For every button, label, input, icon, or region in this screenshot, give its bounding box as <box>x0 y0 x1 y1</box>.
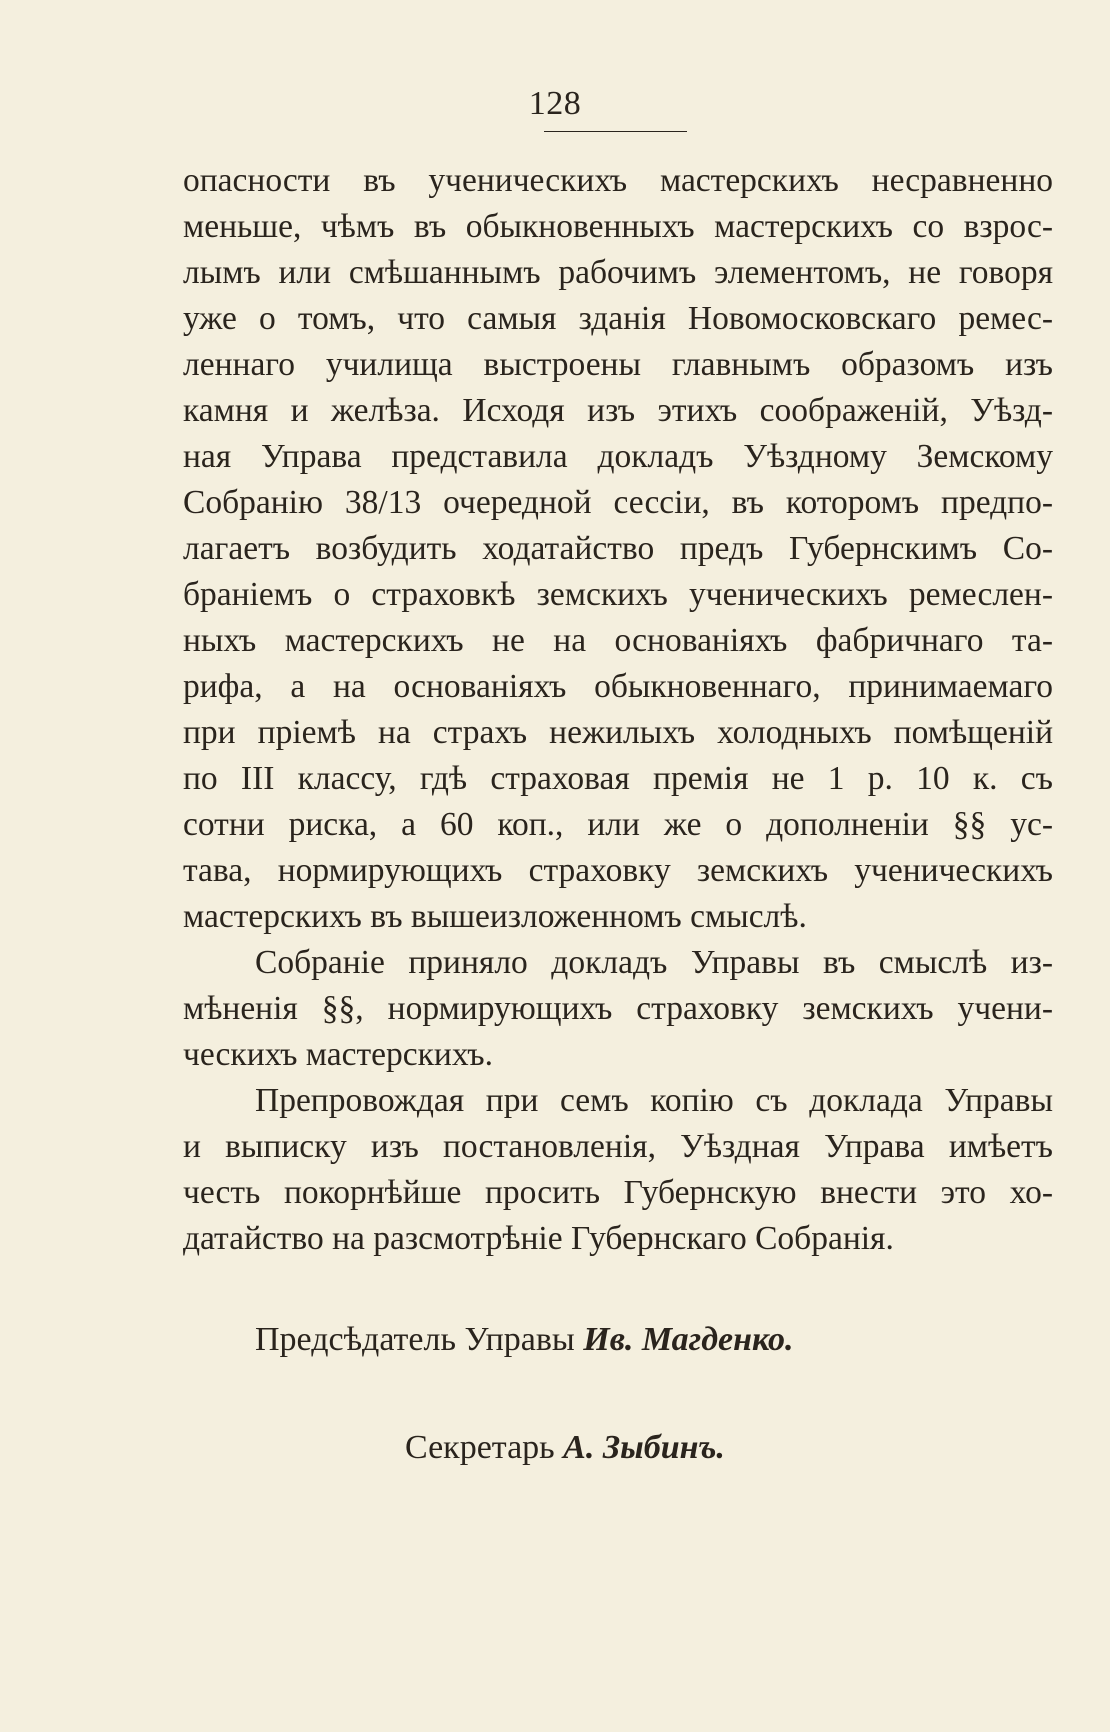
text-line: уже о томъ, что самыя зданія Новомосковскаго ремес- <box>183 300 1053 337</box>
text-line: ныхъ мастерскихъ не на основаніяхъ фабричнаго та- <box>183 622 1053 659</box>
secretary-signature <box>405 1426 725 1470</box>
text-line: ная Управа представила докладъ Уѣздному Земскому <box>183 438 1053 475</box>
text-line: браніемъ о страховкѣ земскихъ ученическихъ ремеслен- <box>183 576 1053 613</box>
text-line: и выписку изъ постановленія, Уѣздная Управа имѣетъ <box>183 1128 1053 1165</box>
text-line: лагаетъ возбудить ходатайство предъ Губернскимъ Со- <box>183 530 1053 567</box>
text-line: честь покорнѣйше просить Губернскую внести это хо- <box>183 1174 1053 1211</box>
text-line: сотни риска, а 60 коп., или же о дополненіи §§ ус- <box>183 806 1053 843</box>
text-line: меньше, чѣмъ въ обыкновенныхъ мастерскихъ со взрос- <box>183 208 1053 245</box>
text-line: Собраніе приняло докладъ Управы въ смыслѣ из- <box>255 944 1053 981</box>
text-line: опасности въ ученическихъ мастерскихъ несравненно <box>183 162 1053 199</box>
text-line: датайство на разсмотрѣніе Губернскаго Собранія. <box>183 1220 894 1257</box>
chairman-signature <box>255 1318 793 1362</box>
text-line: мѣненія §§, нормирующихъ страховку земскихъ учени- <box>183 990 1053 1027</box>
text-line: рифа, а на основаніяхъ обыкновеннаго, принимаемаго <box>183 668 1053 705</box>
secretary-name: А. Зыбинъ. <box>563 1429 725 1466</box>
text-line: ческихъ мастерскихъ. <box>183 1036 494 1073</box>
body-text <box>183 158 1053 1262</box>
text-line: тава, нормирующихъ страховку земскихъ ученическихъ <box>183 852 1053 889</box>
secretary-title: Секретарь <box>405 1429 555 1466</box>
text-line: при пріемѣ на страхъ нежилыхъ холодныхъ помѣщеній <box>183 714 1053 751</box>
chairman-title: Предсѣдатель Управы <box>255 1321 575 1358</box>
text-line: леннаго училища выстроены главнымъ образомъ изъ <box>183 346 1053 383</box>
text-line: мастерскихъ въ вышеизложенномъ смыслѣ. <box>183 898 807 935</box>
text-line: Препровождая при семъ копію съ доклада Управы <box>255 1082 1053 1119</box>
page-number: 128 <box>528 85 582 122</box>
text-line: Собранію 38/13 очередной сессіи, въ которомъ предпо- <box>183 484 1053 521</box>
text-line: камня и желѣза. Исходя изъ этихъ соображеній, Уѣзд- <box>183 392 1053 429</box>
chairman-name: Ив. Магденко. <box>583 1321 794 1358</box>
page-number-rule <box>544 131 687 132</box>
text-line: лымъ или смѣшаннымъ рабочимъ элементомъ, не говоря <box>183 254 1053 291</box>
text-line: по III классу, гдѣ страховая премія не 1 р. 10 к. съ <box>183 760 1053 797</box>
